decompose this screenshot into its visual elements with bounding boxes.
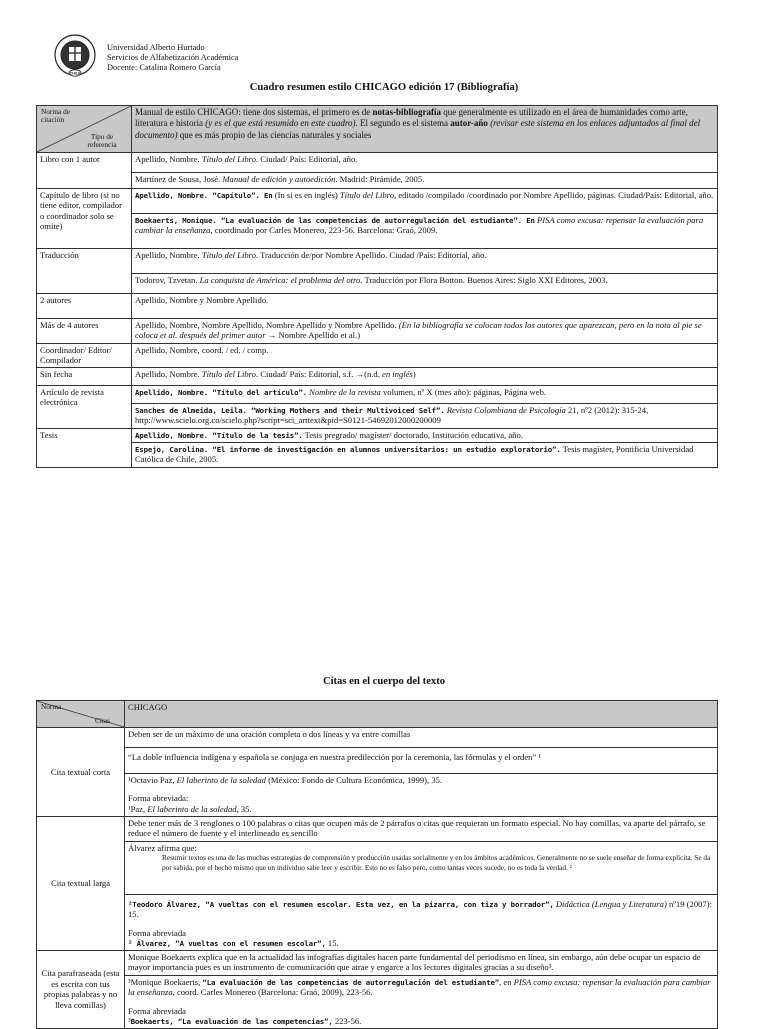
row-label-mas-4-autores: Más de 4 autores [37, 319, 132, 344]
example-cell: Apellido, Nombre. “Título del artículo”. Nombre de la revista volumen, nº X (mes año): páginas, Página web. [132, 385, 718, 403]
table2-header-row [37, 701, 718, 728]
table1-title: Cuadro resumen estilo CHICAGO edición 17 (Bibliografía) [249, 82, 519, 93]
intro-cell: Manual de estilo CHICAGO: tiene dos sistemas, el primero es de notas-bibliografía que generalmente es utilizado en el área de humanidades como arte, literatura e historia (y es el que está resumido en este cuadro). El segundo es el sistema autor-año (revisar este sistema en los enlaces adjuntados al final del documento) que es más propio de las ciencias naturales y sociales [132, 106, 718, 153]
row-label-coordinador: Coordinador/ Editor/ Compilador [37, 344, 132, 368]
logo-subtext: CHILE [69, 71, 81, 76]
table-row [37, 214, 718, 249]
style-header: CHICAGO [125, 701, 718, 728]
table-row [37, 367, 718, 385]
example-cell: Boekaerts, Monique. “La evaluación de las competencias de autorregulación del estudiante”. En PISA como excusa: repensar la evaluación para cambiar la enseñanza, coordinado por Carles Monereo, 223-56. Barcelona: Graó, 2009. [132, 214, 718, 249]
row-label-cita-larga: Cita textual larga [37, 817, 125, 951]
instructor-name: Docente: Catalina Romero García [107, 63, 221, 73]
table-row [37, 895, 718, 951]
example-cell: ²Teodoro Álvarez, “A vueltas con el resumen escolar. Esta vez, en la pizarra, con tiza y borrador”, Didáctica (Lengua y Literatura) nº19 (2007): 15. Forma abreviada ² Álvarez, “A vueltas con el resumen escolar”, 15. [125, 895, 718, 951]
example-cell: Apellido, Nombre. “Título de la tesis”. Tesis pregrado/ magíster/ doctorado, Institución educativa, año. [132, 428, 718, 442]
table-row [37, 428, 718, 442]
row-label-revista: Artículo de revista electrónica [37, 385, 132, 428]
table-row [37, 442, 718, 467]
row-label-tesis: Tesis [37, 428, 132, 467]
table-row [37, 403, 718, 428]
example-cell: Apellido, Nombre, coord. / ed. / comp. [132, 344, 718, 368]
institution-block [107, 43, 238, 74]
table-row [37, 728, 718, 748]
table-row [37, 975, 718, 1028]
corner-bottom-label: Tipo de referencia [87, 131, 117, 149]
example-cell: Apellido, Nombre. Título del Libro. Ciudad/ País: Editorial, año. [132, 153, 718, 173]
row-label-sin-fecha: Sin fecha [37, 367, 132, 385]
corner-cell [37, 106, 132, 153]
row-label-libro: Libro con 1 autor [37, 153, 132, 189]
example-cell: Apellido, Nombre. Título del Libro. Traducción de/por Nombre Apellido. Ciudad /País: Editorial, año. [132, 249, 718, 274]
example-cell: Apellido, Nombre y Nombre Apellido. [132, 294, 718, 319]
table-row [37, 817, 718, 842]
example-cell: Monique Boekaerts explica que en la actualidad las infografías digitales hacen parte fundamental del periodismo en línea, sin embargo, aún debe ocupar un espacio de mayor importancia pues es un instrumento de comunicación que atrae y engarce a los lectores digitales gracias a su diseño³. [125, 950, 718, 975]
example-cell: Todorov, Tzvetan. La conquista de América: el problema del otro. Traducción por Flora Botton. Buenos Aires: Siglo XXI Editores, 2003. [132, 274, 718, 294]
institution-name: Universidad Alberto Hurtado [107, 43, 205, 52]
table-row [37, 274, 718, 294]
table1-header-row [37, 106, 718, 153]
example-cell: “La doble influencia indígena y española se conjuga en nuestra predilección por la ceremonia, las fórmulas y el orden” ¹ [125, 748, 718, 774]
corner-top-label: Norma [41, 702, 62, 711]
example-cell: Apellido, Nombre, Nombre Apellido, Nombre Apellido y Nombre Apellido. (En la bibliografía se colocan todos los autores que aparezcan, pero en la nota al pie se coloca et al. después del primer autor → Nombre Apellido et al.) [132, 319, 718, 344]
rule-cell: Deben ser de un máximo de una oración completa o dos líneas y va entre comillas [125, 728, 718, 748]
table-row [37, 842, 718, 895]
table-row [37, 950, 718, 975]
table-row [37, 385, 718, 403]
example-cell: ³Monique Boekaerts, “La evaluación de las competencias de autorregulación del estudiante”, en PISA como excusa: repensar la evaluación para cambiar la enseñanza, coord. Carles Monereo (Barcelona: Graó, 2009), 223-56. Forma abreviada ³Boekaerts, “La evaluación de las competencias”, 223-56. [125, 975, 718, 1028]
corner-cell [37, 701, 125, 728]
table-row [37, 748, 718, 774]
example-cell: Álvarez afirma que: Resumir textos es una de las muchas estrategias de comprensión y producción usadas socialmente y en los ámbitos académicos. Generalmente no se suele enseñar de forma explícita. Se da por sabida, por el hecho mismo que un individuo sabe leer y escribir. Esto no es falso pero, como tantas veces sucede, no es toda la verdad. ² [125, 842, 718, 895]
example-cell: Espejo, Carolina. “El informe de investigación en alumnos universitarios: un estudio exploratorio”. Tesis magíster, Pontificia Universidad Católica de Chile, 2005. [132, 442, 718, 467]
table-row [37, 319, 718, 344]
department-name: Servicios de Alfabetización Académica [107, 53, 239, 63]
row-label-cita-parafraseada: Cita parafraseada (esta es escrita con tus propias palabras y no lleva comillas) [37, 950, 125, 1028]
table-row [37, 153, 718, 173]
table-row [37, 189, 718, 214]
university-logo [52, 33, 102, 77]
rule-cell: Debe tener más de 3 renglones o 100 palabras o citas que ocupen más de 2 párrafos o citas que requieran un formato especial. No hay comillas, va aparte del párrafo, se reduce el número de fuente y el interlineado es sencillo [125, 817, 718, 842]
citations-table [36, 700, 718, 1029]
row-label-capitulo: Capítulo de libro (si no tiene editor, compilador o coordinador solo se omite) [37, 189, 132, 249]
table-row [37, 774, 718, 817]
example-cell: Apellido, Nombre. “Capítulo”. En (In si es en inglés) Título del Libro, editado /compilado /coordinado por Nombre Apellido, páginas. Ciudad/País: Editorial, año. [132, 189, 718, 214]
row-label-cita-corta: Cita textual corta [37, 728, 125, 817]
table-row [37, 173, 718, 189]
table-row [37, 344, 718, 368]
corner-top-label: Norma de citación [41, 107, 70, 125]
example-cell: Sanches de Almeida, Leila. “Working Mothers and their Multivoiced Self”. Revista Colombiana de Psicología 21, nº2 (2012): 315-24, http://www.scielo.org.co/scielo.php?script=sci_arttext&pid=S0121-54692012000200009 [132, 403, 718, 428]
row-label-traduccion: Traducción [37, 249, 132, 294]
example-cell: Martínez de Sousa, José. Manual de edición y autoedición. Madrid: Pirámide, 2005. [132, 173, 718, 189]
corner-bottom-label: Citas [95, 715, 110, 725]
bibliography-table [36, 105, 718, 468]
table-row [37, 249, 718, 274]
example-cell: ¹Octavio Paz, El laberinto de la soledad (México: Fondo de Cultura Económica, 1999), 35. Forma abreviada: ¹Paz, El laberinto de la soledad, 35. [125, 774, 718, 817]
example-cell: Apellido, Nombre. Título del Libro. Ciudad/ País: Editorial, s.f. →(n.d. en inglés) [132, 367, 718, 385]
table2-title: Citas en el cuerpo del texto [322, 676, 446, 687]
row-label-dos-autores: 2 autores [37, 294, 132, 319]
table-row [37, 294, 718, 319]
